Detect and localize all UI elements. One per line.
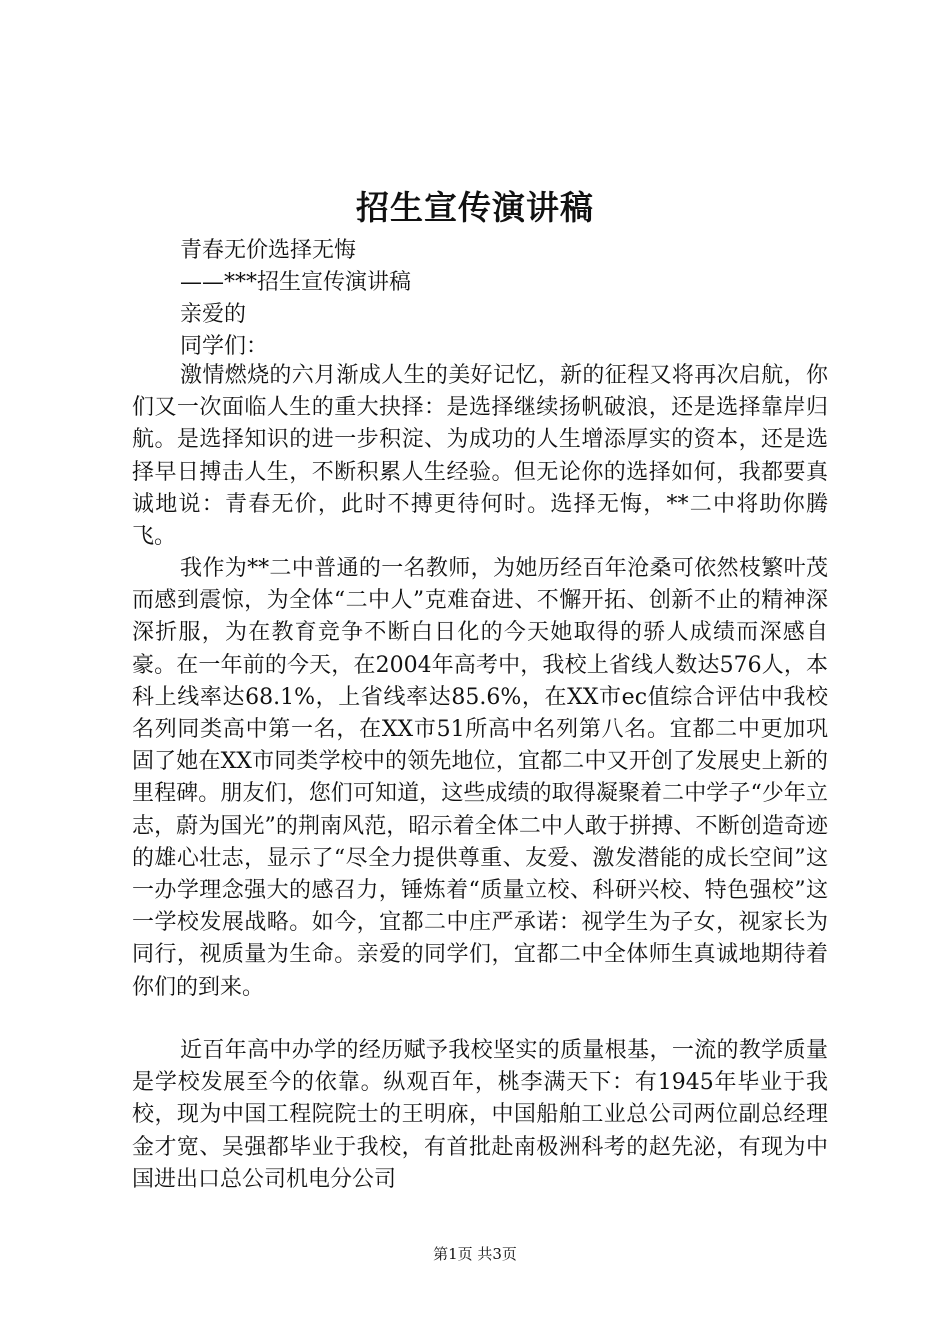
document-byline: ——***招生宣传演讲稿 bbox=[180, 270, 412, 295]
paragraph-1: 激情燃烧的六月渐成人生的美好记忆，新的征程又将再次启航，你们又一次面临人生的重大抉择：是选择继续扬帆破浪，还是选择靠岸归航。是选择知识的进一步积淀、为成功的人生增添厚实的资本，还是选择早日搏击人生，不断积累人生经验。但无论你的选择如何，我都要真诚地说：青春无价，此时不搏更待何时。选择无悔，**二中将助你腾飞。 bbox=[132, 363, 828, 550]
salutation-line-1: 亲爱的 bbox=[180, 302, 247, 327]
salutation-line-2: 同学们： bbox=[180, 334, 269, 359]
paragraph-2: 我作为**二中普通的一名教师，为她历经百年沧桑可依然枝繁叶茂而感到震惊，为全体“二中人”克难奋进、不懈开拓、创新不止的精神深深折服，为在教育竞争不断白日化的今天她取得的骄人成绩而深感自豪。在一年前的今天，在2004年高考中，我校上省线人数达576人，本科上线率达68.1%，上省线率达85.6%，在XX市ec值综合评估中我校名列同类高中第一名，在XX市51所高中名列第八名。宜都二中更加巩固了她在XX市同类学校中的领先地位，宜都二中又开创了发展史上新的里程碑。朋友们，您们可知道，这些成绩的取得凝聚着二中学子“少年立志，蔚为国光”的荆南风范，昭示着全体二中人敢于拼搏、不断创造奇迹的雄心壮志，显示了“尽全力提供尊重、友爱、激发潜能的成长空间”这一办学理念强大的感召力，锤炼着“质量立校、科研兴校、特色强校”这一学校发展战略。如今，宜都二中庄严承诺：视学生为子女，视家长为同行，视质量为生命。亲爱的同学们，宜都二中全体师生真诚地期待着你们的到来。 bbox=[132, 556, 828, 1000]
page-footer: 第1页 共3页 bbox=[433, 1245, 517, 1263]
document-subtitle: 青春无价选择无悔 bbox=[180, 238, 357, 263]
paragraph-3: 近百年高中办学的经历赋予我校坚实的质量根基，一流的教学质量是学校发展至今的依靠。纵观百年，桃李满天下：有1945年毕业于我校，现为中国工程院院士的王明庥，中国船舶工业总公司两位副总经理金才宽、吴强都毕业于我校，有首批赴南极洲科考的赵先泌，有现为中国进出口总公司机电分公司 bbox=[132, 1038, 828, 1192]
document-title: 招生宣传演讲稿 bbox=[356, 188, 594, 227]
